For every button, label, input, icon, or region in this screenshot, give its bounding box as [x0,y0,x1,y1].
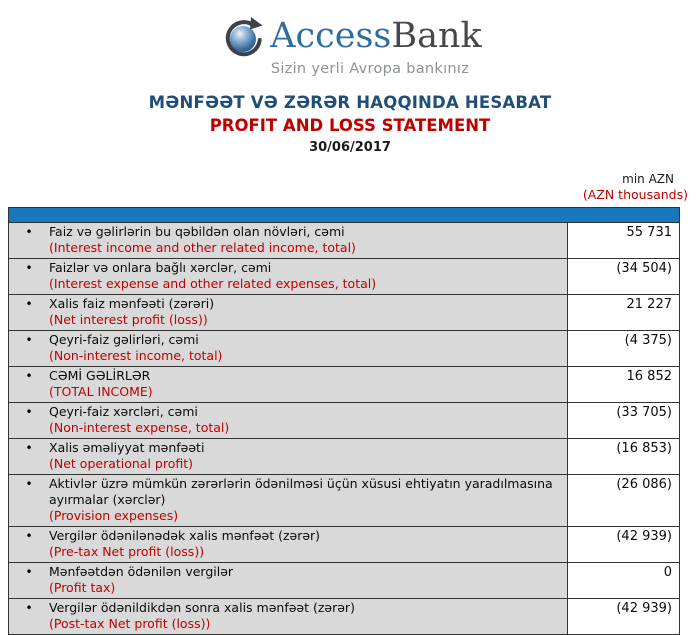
row-value-cell: (34 504) [568,259,680,295]
table-row [9,527,680,563]
row-label-azerbaijani: Qeyri-faiz xərcləri, cəmi [49,404,198,419]
row-label-azerbaijani: Vergilər ödənildikdən sonra xalis mənfəət (zərər) [49,600,355,615]
bullet-icon [9,260,49,292]
row-label-english: (Post-tax Net profit (loss)) [49,616,211,631]
statement-title-azerbaijani: MƏNFƏƏT VƏ ZƏRƏR HAQQINDA HESABAT [148,93,552,112]
bullet-icon [9,440,49,472]
row-label-english: (Non-interest income, total) [49,348,223,363]
row-label-english: (Interest income and other related income, total) [49,240,356,255]
row-label-english: (Pre-tax Net profit (loss)) [49,544,205,559]
bullet-icon [9,600,49,632]
bank-name [270,12,481,60]
row-label-azerbaijani: Xalis faiz mənfəəti (zərəri) [49,296,215,311]
table-row [9,599,680,635]
row-label-english: (Non-interest expense, total) [49,420,230,435]
row-label-english: (TOTAL INCOME) [49,384,153,399]
row-label-english: (Interest expense and other related expenses, total) [49,276,377,291]
bullet-icon [9,528,49,560]
row-label-cell [9,475,568,527]
table-row [9,403,680,439]
profit-loss-table [8,207,680,635]
bullet-icon [9,332,49,364]
row-label-cell [9,527,568,563]
row-label-cell [9,599,568,635]
bullet-icon [9,224,49,256]
row-label-cell [9,367,568,403]
row-value-cell: (16 853) [568,439,680,475]
row-label-azerbaijani: Faizlər və onlara bağlı xərclər, cəmi [49,260,272,275]
row-value-cell: (42 939) [568,527,680,563]
row-label-azerbaijani: Mənfəətdən ödənilən vergilər [49,564,234,579]
units-note-azerbaijani: min AZN [622,172,674,186]
row-label-azerbaijani: Aktivlər üzrə mümkün zərərlərin ödənilməsi üçün xüsusi ehtiyatın yaradılmasına ayırmalar (xərclər) [49,476,553,507]
table-row [9,563,680,599]
bank-brand-header [0,0,700,77]
row-label-cell [9,223,568,259]
table-header-bar [9,208,680,223]
row-value-cell: (42 939) [568,599,680,635]
row-label-azerbaijani: Vergilər ödənilənədək xalis mənfəət (zərər) [49,528,321,543]
row-value-cell: 16 852 [568,367,680,403]
row-label-cell [9,331,568,367]
row-label-cell [9,439,568,475]
table-row [9,439,680,475]
bullet-icon [9,564,49,596]
report-date: 30/06/2017 [309,140,391,155]
bank-tagline: Sizin yerli Avropa bankınız [270,61,470,77]
bank-name-access: Access [270,16,392,56]
table-header-bar-fill [9,208,680,223]
row-label-cell [9,403,568,439]
bullet-icon [9,476,49,524]
row-label-azerbaijani: CƏMİ GƏLİRLƏR [49,368,151,383]
table-row [9,223,680,259]
bullet-icon [9,368,49,400]
statement-title-english: PROFIT AND LOSS STATEMENT [209,116,491,135]
table-row [9,295,680,331]
statement-titles [0,93,700,155]
globe-refresh-icon [218,12,266,60]
row-label-azerbaijani: Xalis əməliyyat mənfəəti [49,440,205,455]
bank-name-bank: Bank [391,16,482,56]
table-row [9,475,680,527]
bullet-icon [9,404,49,436]
row-value-cell: 55 731 [568,223,680,259]
table-row [9,367,680,403]
table-row [9,259,680,295]
row-label-english: (Profit tax) [49,580,116,595]
bullet-icon [9,296,49,328]
row-value-cell: (33 705) [568,403,680,439]
row-value-cell: 0 [568,563,680,599]
row-value-cell: 21 227 [568,295,680,331]
row-label-azerbaijani: Faiz və gəlirlərin bu qəbildən olan növləri, cəmi [49,224,345,239]
row-value-cell: (26 086) [568,475,680,527]
row-label-english: (Net operational profit) [49,456,194,471]
row-label-cell [9,259,568,295]
row-label-azerbaijani: Qeyri-faiz gəlirləri, cəmi [49,332,199,347]
units-note-english: (AZN thousands) [582,187,688,202]
row-label-cell [9,295,568,331]
units-note [583,172,688,202]
row-label-cell [9,563,568,599]
row-value-cell: (4 375) [568,331,680,367]
row-label-english: (Provision expenses) [49,508,179,523]
table-row [9,331,680,367]
bank-logo [0,12,700,60]
row-label-english: (Net interest profit (loss)) [49,312,208,327]
